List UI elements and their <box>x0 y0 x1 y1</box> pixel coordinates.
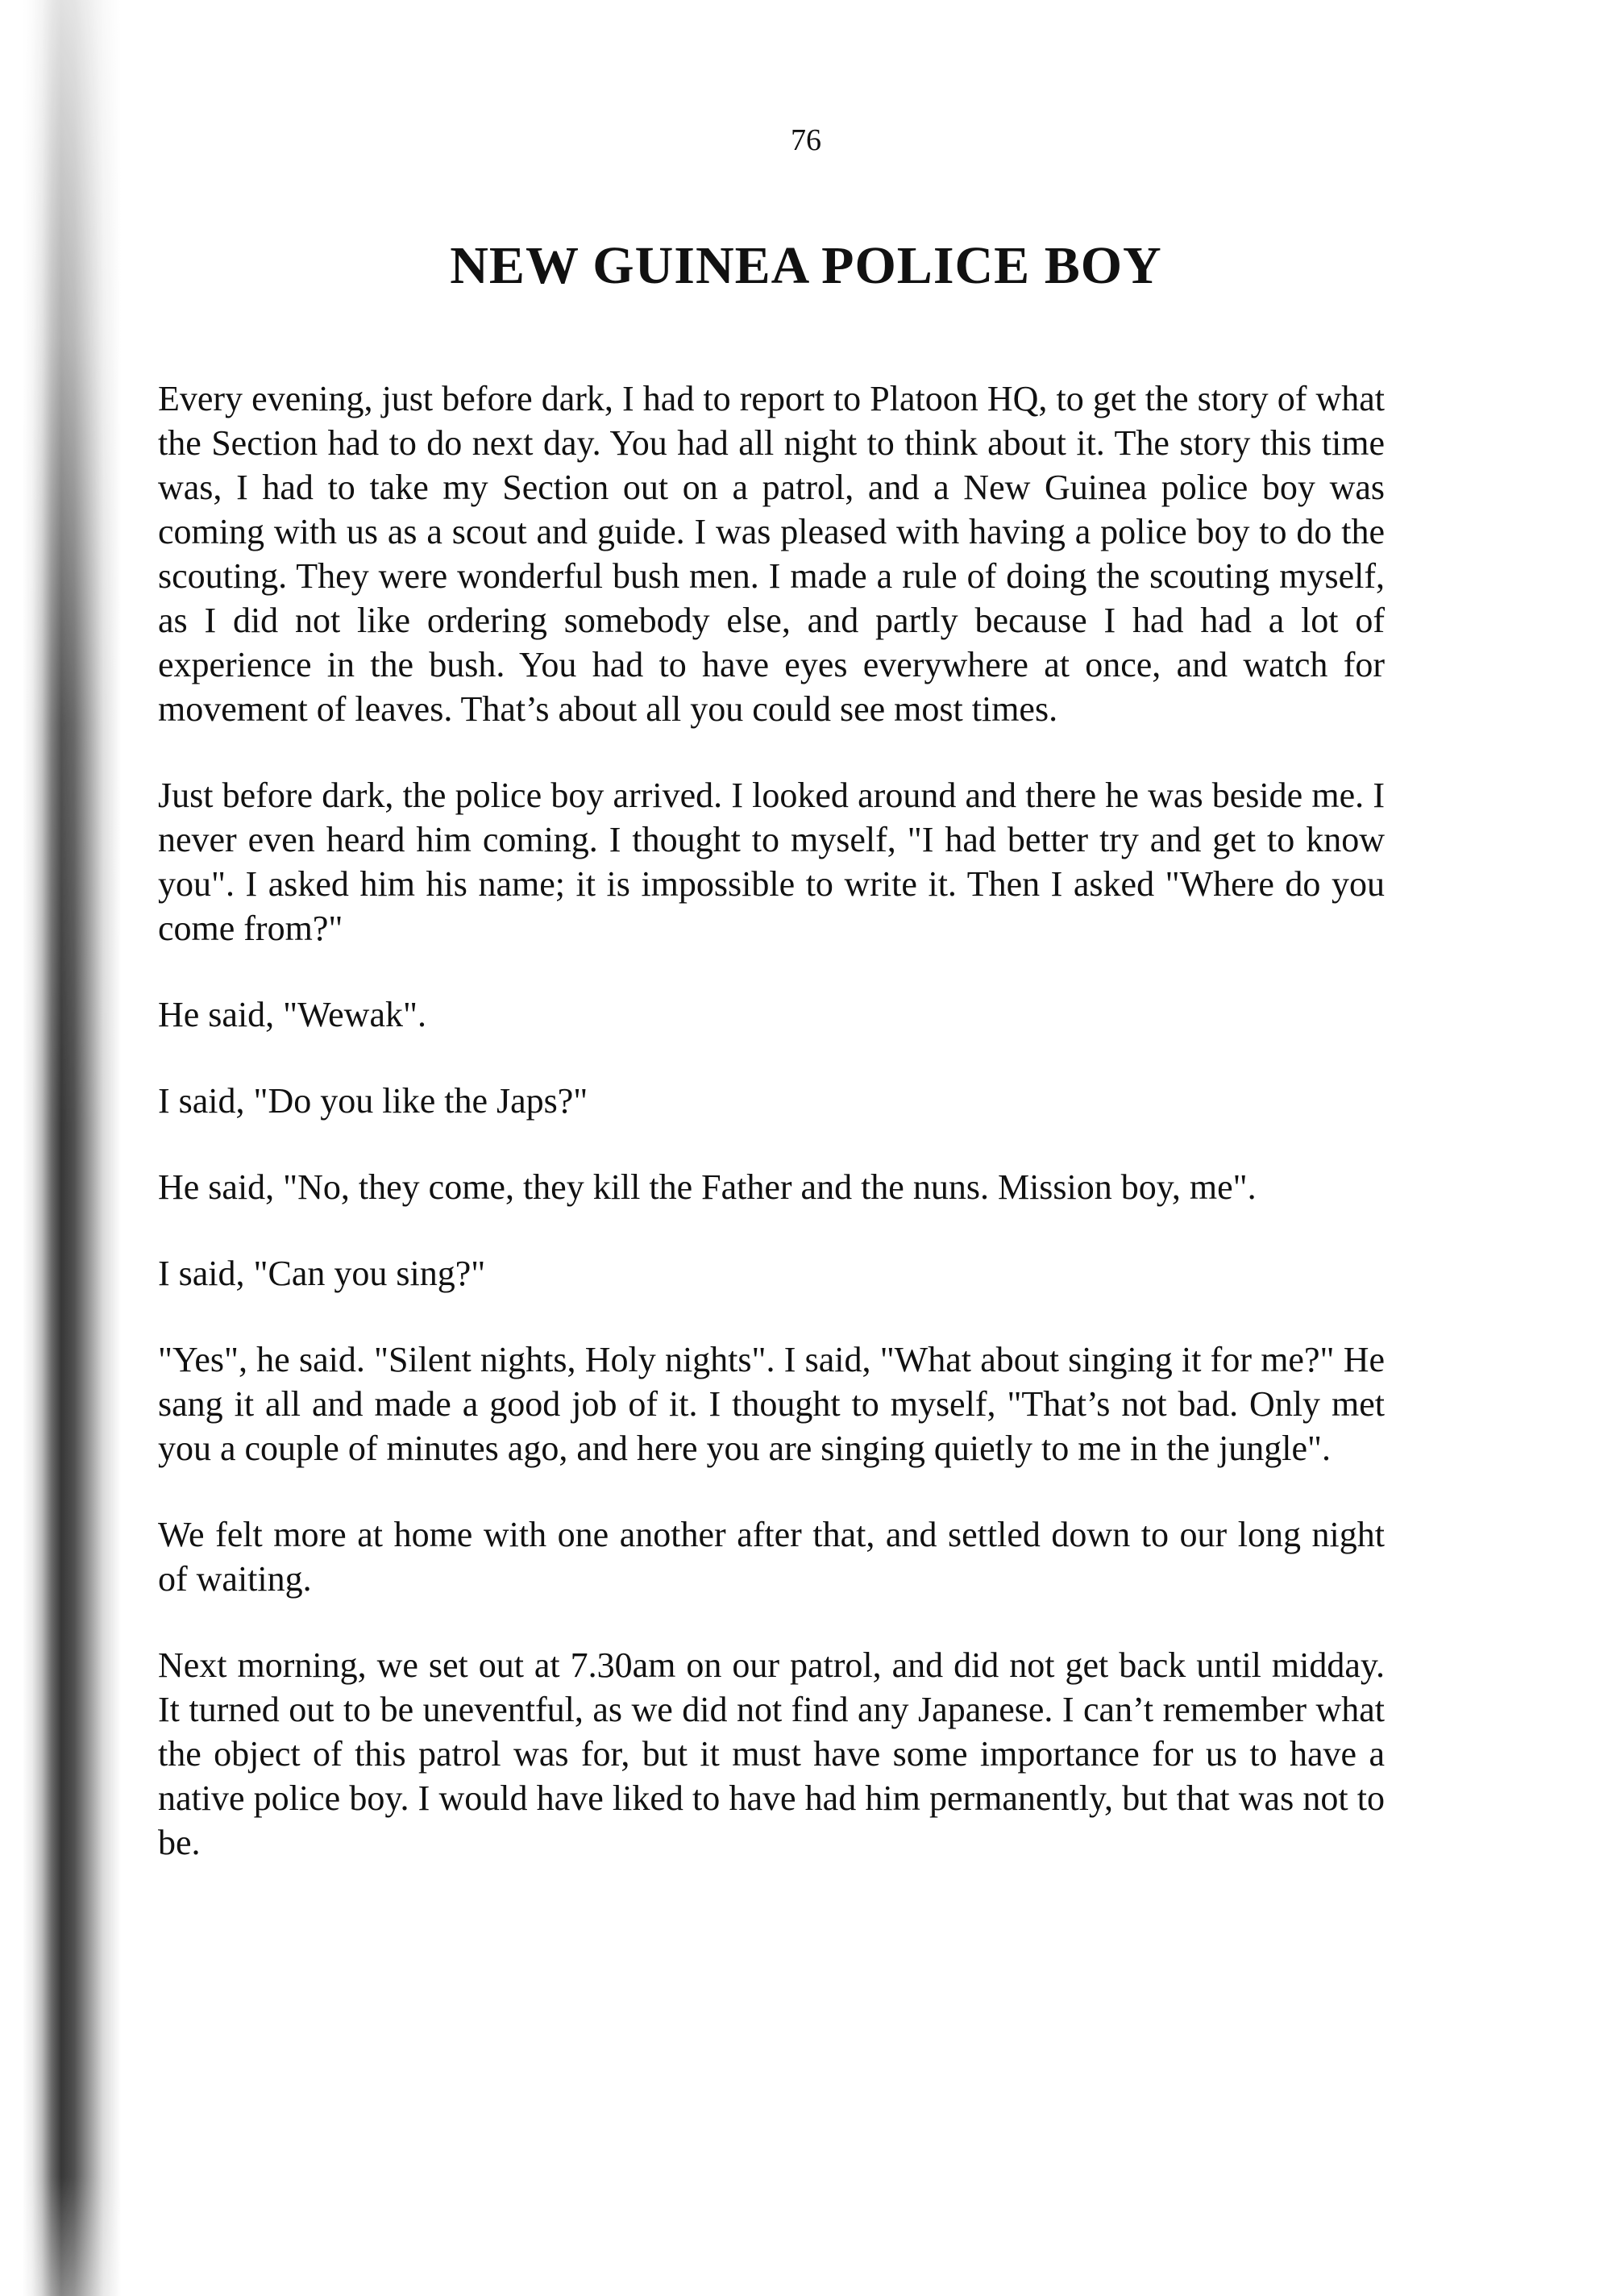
page-number: 76 <box>791 123 821 157</box>
binding-shadow <box>0 0 121 2296</box>
paragraph-police-boy-arrives: Just before dark, the police boy arrived. I looked around and there he was beside me. I never even heard him coming. I thought to myself, "I had better try and get to know you". I asked him his name; it is impossible to write it. Then I asked "Where do you come from?" <box>158 776 1385 948</box>
paragraph-long-night: We felt more at home with one another after that, and settled down to our long night of waiting. <box>158 1515 1385 1599</box>
paragraph-dialogue-japs: I said, "Do you like the Japs?" <box>158 1081 588 1121</box>
paragraph-silent-night: "Yes", he said. "Silent nights, Holy nights". I said, "What about singing it for me?" He sang it all and made a good job of it. I thought to myself, "That’s not bad. Only met you a couple of minutes ago, and here you are singing quietly to me in the jungle". <box>158 1340 1385 1468</box>
paragraph-dialogue-mission-boy: He said, "No, they come, they kill the Father and the nuns. Mission boy, me". <box>158 1167 1257 1207</box>
body-text <box>158 376 1385 1907</box>
paragraph-next-morning: Next morning, we set out at 7.30am on our patrol, and did not get back until midday. It turned out to be uneventful, as we did not find any Japanese. I can’t remember what the object of this patrol was for, but it must have some importance for us to have a native police boy. I would have liked to have had him permanently, but that was not to be. <box>158 1645 1385 1862</box>
chapter-title: NEW GUINEA POLICE BOY <box>450 236 1162 295</box>
paragraph-patrol-briefing: Every evening, just before dark, I had to report to Platoon HQ, to get the story of what the Section had to do next day. You had all night to think about it. The story this time was, I had to take my Section out on a patrol, and a New Guinea police boy was coming with us as a scout and guide. I was pleased with having a police boy to do the scouting. They were wonderful bush men. I made a rule of doing the scouting myself, as I did not like ordering somebody else, and partly because I had had a lot of experience in the bush. You had to have eyes everywhere at once, and watch for movement of leaves. That’s about all you could see most times. <box>158 379 1385 729</box>
paragraph-dialogue-wewak: He said, "Wewak". <box>158 995 426 1034</box>
paragraph-dialogue-sing: I said, "Can you sing?" <box>158 1254 486 1293</box>
